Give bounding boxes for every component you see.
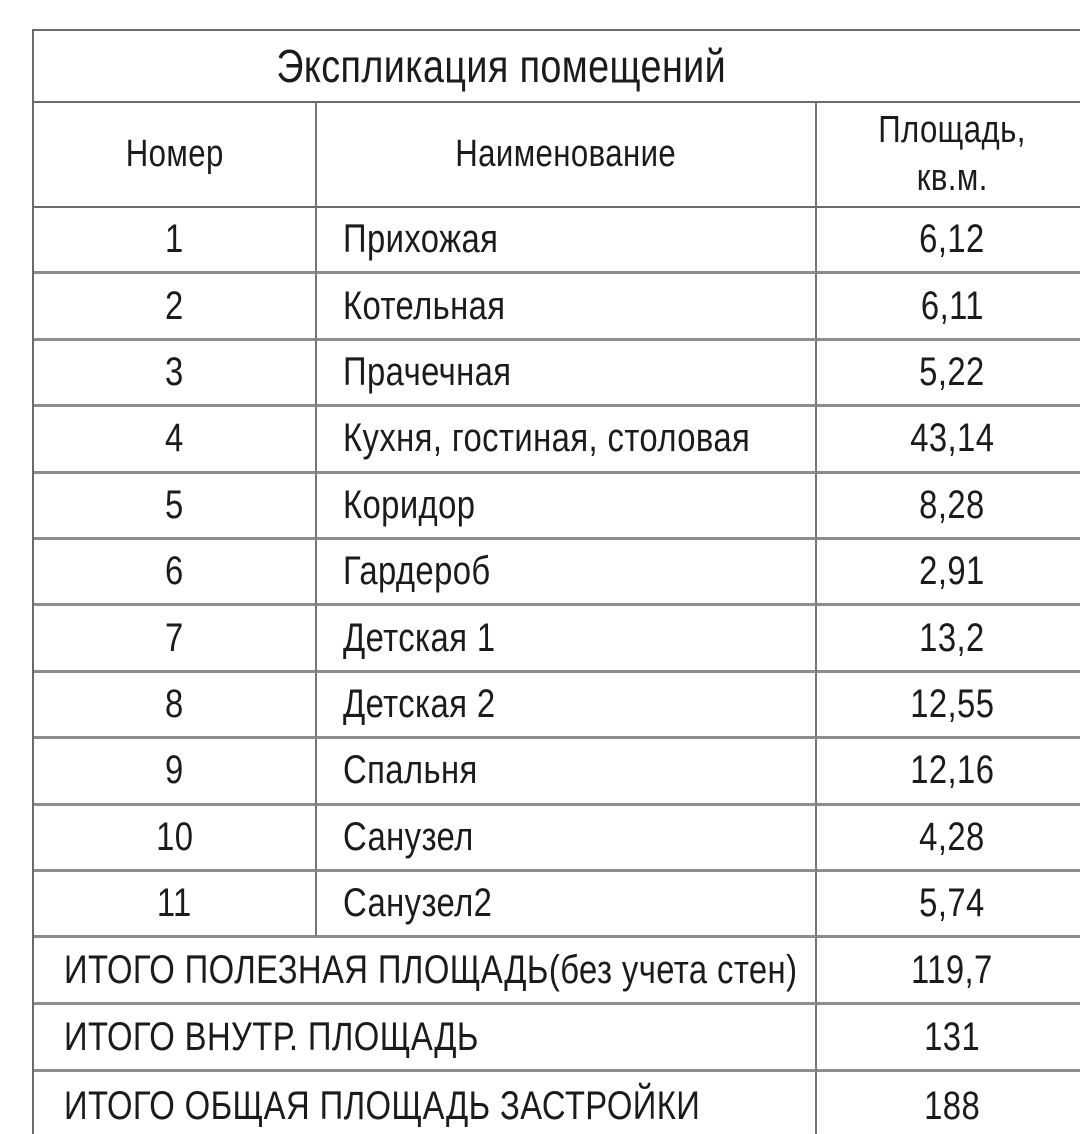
cell-room-number [34, 872, 317, 938]
room-name: Котельная [343, 283, 506, 328]
cell-room-area [817, 407, 1080, 473]
room-name: Коридор [343, 482, 476, 527]
room-area: 8,28 [919, 482, 985, 527]
header-cell-area [817, 103, 1080, 208]
total-value: 188 [924, 1084, 980, 1129]
room-name: Прачечная [343, 349, 512, 394]
cell-room-name [317, 673, 817, 739]
cell-total-label [34, 1072, 817, 1134]
cell-room-name [317, 806, 817, 872]
room-number: 2 [165, 283, 184, 328]
cell-room-area [817, 872, 1080, 938]
room-number: 3 [165, 349, 184, 394]
cell-room-number [34, 474, 317, 540]
header-area-label-line1: Площадь, [878, 109, 1026, 151]
cell-room-name [317, 407, 817, 473]
explication-table [32, 29, 1080, 1134]
cell-room-number [34, 806, 317, 872]
room-number: 4 [165, 416, 184, 461]
cell-room-number [34, 739, 317, 805]
room-name: Детская 2 [343, 681, 496, 726]
room-area: 12,55 [909, 681, 995, 726]
cell-room-name [317, 739, 817, 805]
cell-room-number [34, 540, 317, 606]
cell-room-number [34, 341, 317, 407]
cell-room-area [817, 739, 1080, 805]
cell-room-name [317, 208, 817, 274]
cell-room-number [34, 606, 317, 672]
cell-room-name [317, 474, 817, 540]
header-number-label: Номер [125, 133, 224, 175]
room-area: 2,91 [919, 549, 985, 594]
room-name: Гардероб [343, 549, 491, 594]
header-cell-name [317, 103, 817, 208]
room-area: 5,74 [919, 881, 985, 926]
cell-room-area [817, 274, 1080, 340]
room-name: Кухня, гостиная, столовая [343, 416, 751, 461]
cell-room-name [317, 341, 817, 407]
room-area: 4,28 [919, 814, 985, 859]
cell-room-area [817, 806, 1080, 872]
cell-room-name [317, 606, 817, 672]
cell-room-area [817, 606, 1080, 672]
cell-total-value [817, 938, 1080, 1005]
room-area: 5,22 [919, 349, 985, 394]
room-name: Санузел2 [343, 881, 493, 926]
room-number: 5 [165, 482, 184, 527]
cell-room-name [317, 540, 817, 606]
room-name: Прихожая [343, 217, 499, 262]
cell-room-area [817, 208, 1080, 274]
cell-room-number [34, 407, 317, 473]
cell-room-area [817, 341, 1080, 407]
cell-room-area [817, 673, 1080, 739]
cell-room-name [317, 872, 817, 938]
room-area: 6,11 [920, 283, 984, 328]
cell-total-label [34, 938, 817, 1005]
total-label: ИТОГО ОБЩАЯ ПЛОЩАДЬ ЗАСТРОЙКИ [64, 1084, 701, 1129]
room-area: 43,14 [909, 416, 995, 461]
cell-room-number [34, 274, 317, 340]
table-title-cell [34, 31, 1080, 103]
room-number: 6 [165, 549, 184, 594]
cell-total-value [817, 1072, 1080, 1134]
header-name-label: Наименование [455, 133, 677, 175]
cell-total-value [817, 1005, 1080, 1072]
cell-room-number [34, 673, 317, 739]
room-number: 10 [155, 814, 194, 859]
room-name: Санузел [343, 814, 474, 859]
cell-room-area [817, 540, 1080, 606]
room-number: 1 [165, 217, 184, 262]
cell-total-label [34, 1005, 817, 1072]
room-number: 8 [165, 681, 184, 726]
room-name: Спальня [343, 748, 478, 793]
cell-room-name [317, 274, 817, 340]
room-area: 12,16 [909, 748, 995, 793]
total-value: 119,7 [911, 947, 993, 992]
room-number: 7 [165, 615, 184, 660]
room-name: Детская 1 [343, 615, 496, 660]
table-title: Экспликация помещений [276, 40, 727, 92]
total-label: ИТОГО ПОЛЕЗНАЯ ПЛОЩАДЬ(без учета стен) [64, 947, 798, 992]
header-cell-number [34, 103, 317, 208]
cell-room-number [34, 208, 317, 274]
cell-room-area [817, 474, 1080, 540]
room-area: 13,2 [919, 615, 985, 660]
total-label: ИТОГО ВНУТР. ПЛОЩАДЬ [64, 1014, 479, 1059]
room-number: 9 [165, 748, 184, 793]
room-area: 6,12 [919, 217, 985, 262]
total-value: 131 [924, 1014, 980, 1059]
room-number: 11 [157, 881, 192, 926]
header-area-label-line2: кв.м. [916, 156, 988, 199]
